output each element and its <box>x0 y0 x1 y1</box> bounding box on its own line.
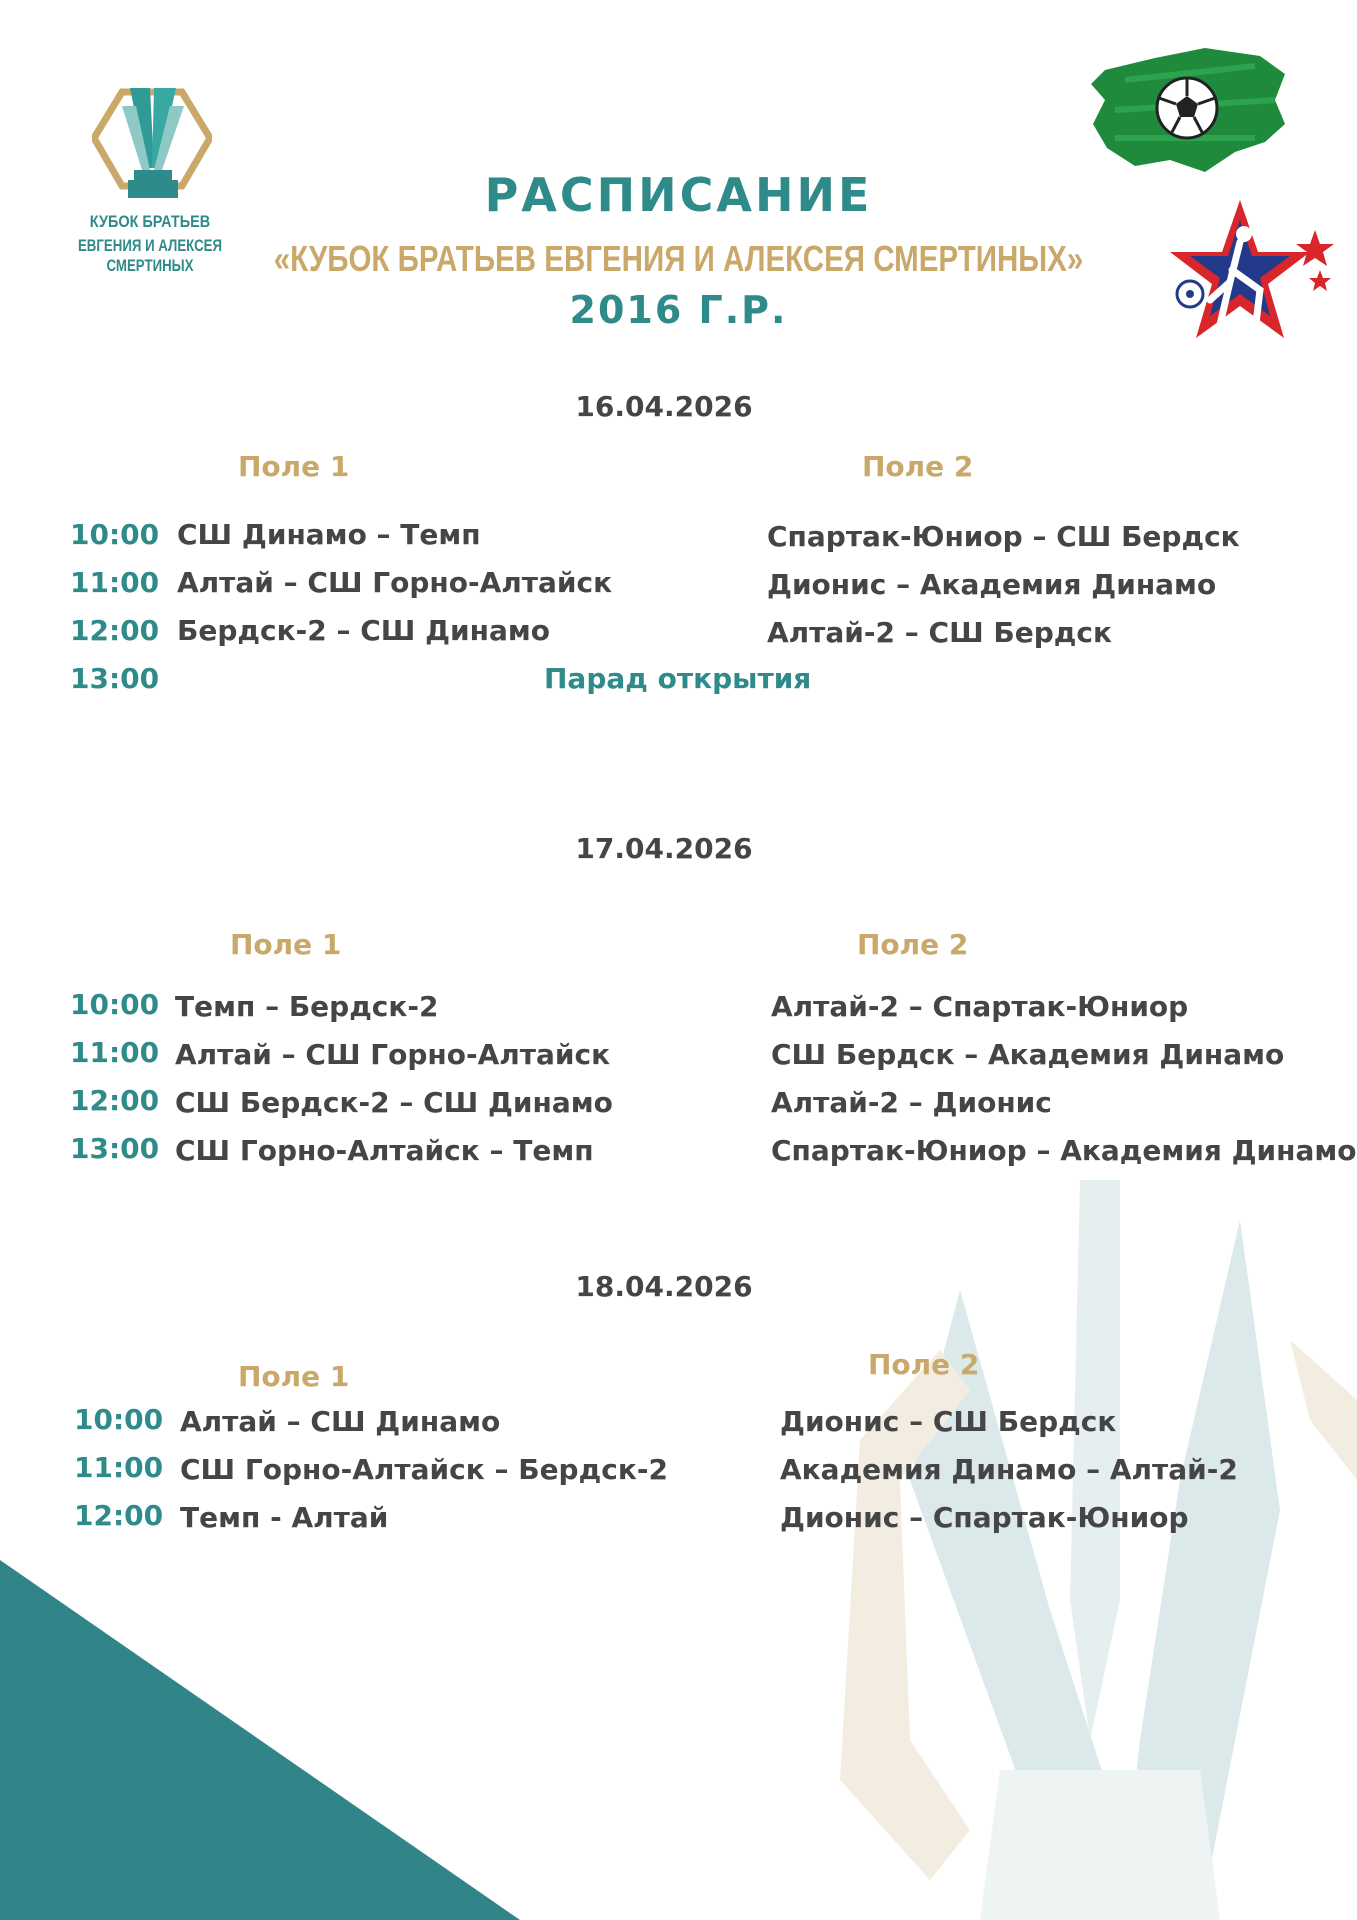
day-2-time: 13:00 <box>70 1132 160 1165</box>
day-3-field-1-match: Темп - Алтай <box>180 1501 389 1534</box>
day-3-time: 12:00 <box>74 1499 164 1532</box>
day-2-time: 12:00 <box>70 1084 160 1117</box>
day-2-date: 17.04.2026 <box>575 832 753 865</box>
day-2-field-1-match: СШ Горно-Алтайск – Темп <box>175 1134 594 1167</box>
day-1-field-1-match: Алтай – СШ Горно-Алтайск <box>177 566 613 599</box>
day-2-field-2-match: Алтай-2 – Дионис <box>771 1086 1052 1119</box>
day-3-field-2-match: Дионис – Спартак-Юниор <box>780 1501 1189 1534</box>
day-1-time: 13:00 <box>70 662 160 695</box>
logo-line-1: КУБОК БРАТЬЕВ <box>89 212 211 231</box>
day-3-time: 10:00 <box>74 1403 164 1436</box>
day-2-field-2-match: СШ Бердск – Академия Динамо <box>771 1038 1285 1071</box>
birth-year-title: 2016 Г.Р. <box>569 288 788 332</box>
football-logo-icon <box>1085 40 1290 175</box>
cup-watermark <box>820 1180 1357 1920</box>
day-2-field-1-match: Алтай – СШ Горно-Алтайск <box>175 1038 611 1071</box>
logo-line-2: ЕВГЕНИЯ И АЛЕКСЕЯ СМЕРТИНЫХ <box>77 236 223 275</box>
day-2-field-1-match: СШ Бердск-2 – СШ Динамо <box>175 1086 613 1119</box>
opening-parade: Парад открытия <box>544 662 812 695</box>
corner-triangle <box>0 1560 520 1920</box>
day-2-field-2-match: Спартак-Юниор – Академия Динамо <box>771 1134 1357 1167</box>
day-3-time: 11:00 <box>74 1451 164 1484</box>
page-title: РАСПИСАНИЕ <box>484 168 873 222</box>
day-2-field-2-label: Поле 2 <box>857 928 969 961</box>
day-2-field-1-match: Темп – Бердск-2 <box>175 990 439 1023</box>
day-3-field-1-match: Алтай – СШ Динамо <box>180 1405 501 1438</box>
cup-title: «КУБОК БРАТЬЕВ ЕВГЕНИЯ И АЛЕКСЕЯ СМЕРТИНЫХ» <box>273 238 1084 279</box>
day-3-field-2-match: Дионис – СШ Бердск <box>780 1405 1117 1438</box>
day-2-field-1-label: Поле 1 <box>230 928 342 961</box>
day-3-field-1-match: СШ Горно-Алтайск – Бердск-2 <box>180 1453 668 1486</box>
day-1-date: 16.04.2026 <box>575 390 753 423</box>
day-3-field-2-match: Академия Динамо – Алтай-2 <box>780 1453 1238 1486</box>
day-1-time: 10:00 <box>70 518 160 551</box>
day-2-time: 10:00 <box>70 988 160 1021</box>
day-1-field-2-match: Дионис – Академия Динамо <box>767 568 1217 601</box>
day-1-field-2-match: Алтай-2 – СШ Бердск <box>767 616 1112 649</box>
day-1-field-2-label: Поле 2 <box>862 450 974 483</box>
day-3-field-1-label: Поле 1 <box>238 1360 350 1393</box>
day-1-time: 12:00 <box>70 614 160 647</box>
day-3-date: 18.04.2026 <box>575 1270 753 1303</box>
day-1-field-1-label: Поле 1 <box>238 450 350 483</box>
day-2-field-2-match: Алтай-2 – Спартак-Юниор <box>771 990 1189 1023</box>
day-1-time: 11:00 <box>70 566 160 599</box>
day-1-field-2-match: Спартак-Юниор – СШ Бердск <box>767 520 1240 553</box>
day-2-time: 11:00 <box>70 1036 160 1069</box>
day-3-field-2-label: Поле 2 <box>868 1348 980 1381</box>
day-1-field-1-match: СШ Динамо – Темп <box>177 518 481 551</box>
day-1-field-1-match: Бердск-2 – СШ Динамо <box>177 614 550 647</box>
